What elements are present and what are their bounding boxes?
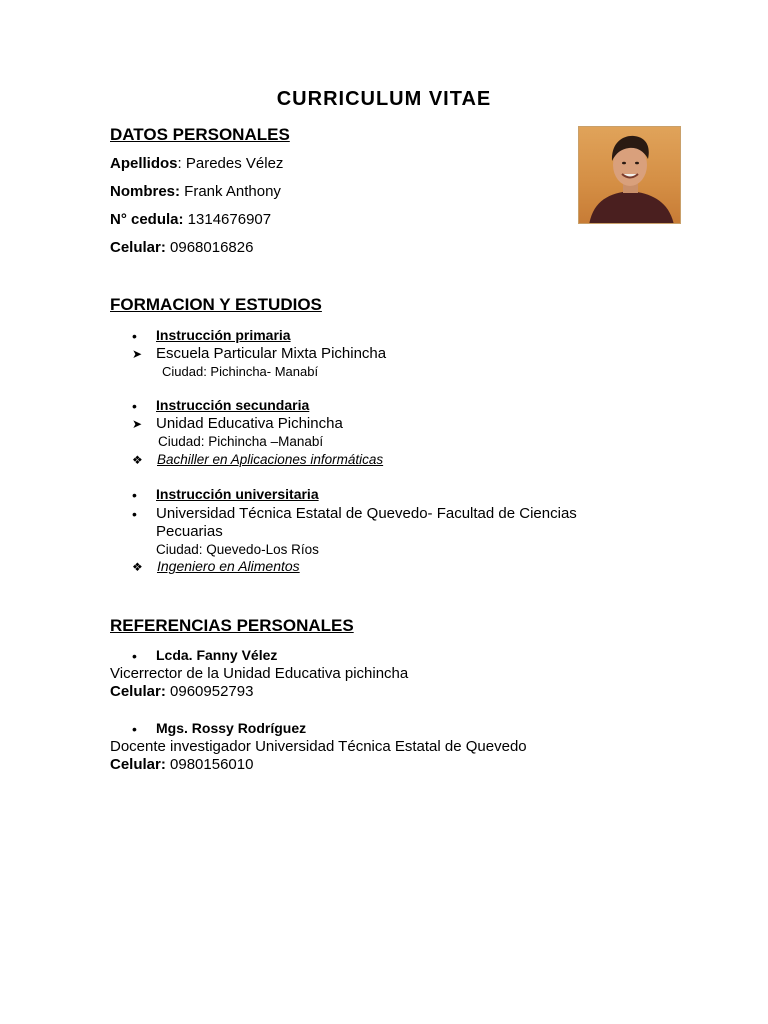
- secundaria-degree: Bachiller en Aplicaciones informáticas: [157, 452, 384, 467]
- section-heading-referencias: REFERENCIAS PERSONALES: [110, 616, 354, 635]
- secundaria-title: Instrucción secundaria: [156, 397, 310, 413]
- ref2-role: Docente investigador Universidad Técnica Estatal de Quevedo: [110, 738, 527, 755]
- ref2-celular-value: 0980156010: [165, 756, 254, 773]
- section-heading-formacion: FORMACION Y ESTUDIOS: [110, 295, 322, 314]
- document-title: CURRICULUM VITAE: [276, 88, 492, 110]
- ref2-name: Mgs. Rossy Rodríguez: [156, 720, 307, 736]
- primaria-city: Ciudad: Pichincha- Manabí: [162, 364, 319, 379]
- diamond-bullet-icon: ❖: [132, 560, 143, 574]
- ref1-celular-label: Celular:: [110, 683, 166, 700]
- bullet-dot-icon: •: [132, 398, 137, 414]
- ref1-role: Vicerrector de la Unidad Educativa pichincha: [110, 665, 409, 682]
- universitaria-school-line1: Universidad Técnica Estatal de Quevedo- Facultad de Ciencias: [156, 505, 577, 522]
- celular-label: Celular:: [110, 239, 166, 256]
- secundaria-city: Ciudad: Pichincha –Manabí: [158, 434, 324, 449]
- apellidos-line: [110, 155, 283, 173]
- ref1-celular-value: 0960952793: [165, 683, 254, 700]
- profile-photo: [578, 126, 681, 224]
- bullet-dot-icon: •: [132, 328, 137, 344]
- bullet-dot-icon: •: [132, 506, 137, 522]
- ref2-celular-label: Celular:: [110, 756, 166, 773]
- ref1-celular-line: [110, 683, 253, 701]
- diamond-bullet-icon: ❖: [132, 453, 143, 467]
- celular-line: [110, 239, 253, 257]
- ref1-name: Lcda. Fanny Vélez: [156, 647, 278, 663]
- bullet-dot-icon: •: [132, 721, 137, 737]
- section-heading-datos-personales: DATOS PERSONALES: [110, 125, 290, 144]
- apellidos-label: Apellidos: [110, 155, 178, 172]
- cedula-value: 1314676907: [183, 211, 272, 228]
- arrow-bullet-icon: ➤: [132, 347, 143, 361]
- cedula-label: N° cedula:: [110, 211, 184, 228]
- bullet-dot-icon: •: [132, 487, 137, 503]
- person-portrait-icon: [579, 127, 681, 224]
- nombres-line: [110, 183, 281, 201]
- primaria-title: Instrucción primaria: [156, 327, 291, 343]
- celular-value: 0968016826: [165, 239, 254, 256]
- universitaria-school-line2: Pecuarias: [156, 523, 223, 540]
- universitaria-title: Instrucción universitaria: [156, 486, 319, 502]
- primaria-school: Escuela Particular Mixta Pichincha: [156, 345, 387, 362]
- apellidos-value: : Paredes Vélez: [177, 155, 284, 172]
- arrow-bullet-icon: ➤: [132, 417, 143, 431]
- nombres-value: Frank Anthony: [180, 183, 281, 200]
- universitaria-degree: Ingeniero en Alimentos: [157, 558, 300, 574]
- secundaria-school: Unidad Educativa Pichincha: [156, 415, 343, 432]
- ref2-celular-line: [110, 756, 253, 774]
- bullet-dot-icon: •: [132, 648, 137, 664]
- cedula-line: [110, 211, 271, 229]
- nombres-label: Nombres:: [110, 183, 181, 200]
- universitaria-city: Ciudad: Quevedo-Los Ríos: [156, 542, 319, 557]
